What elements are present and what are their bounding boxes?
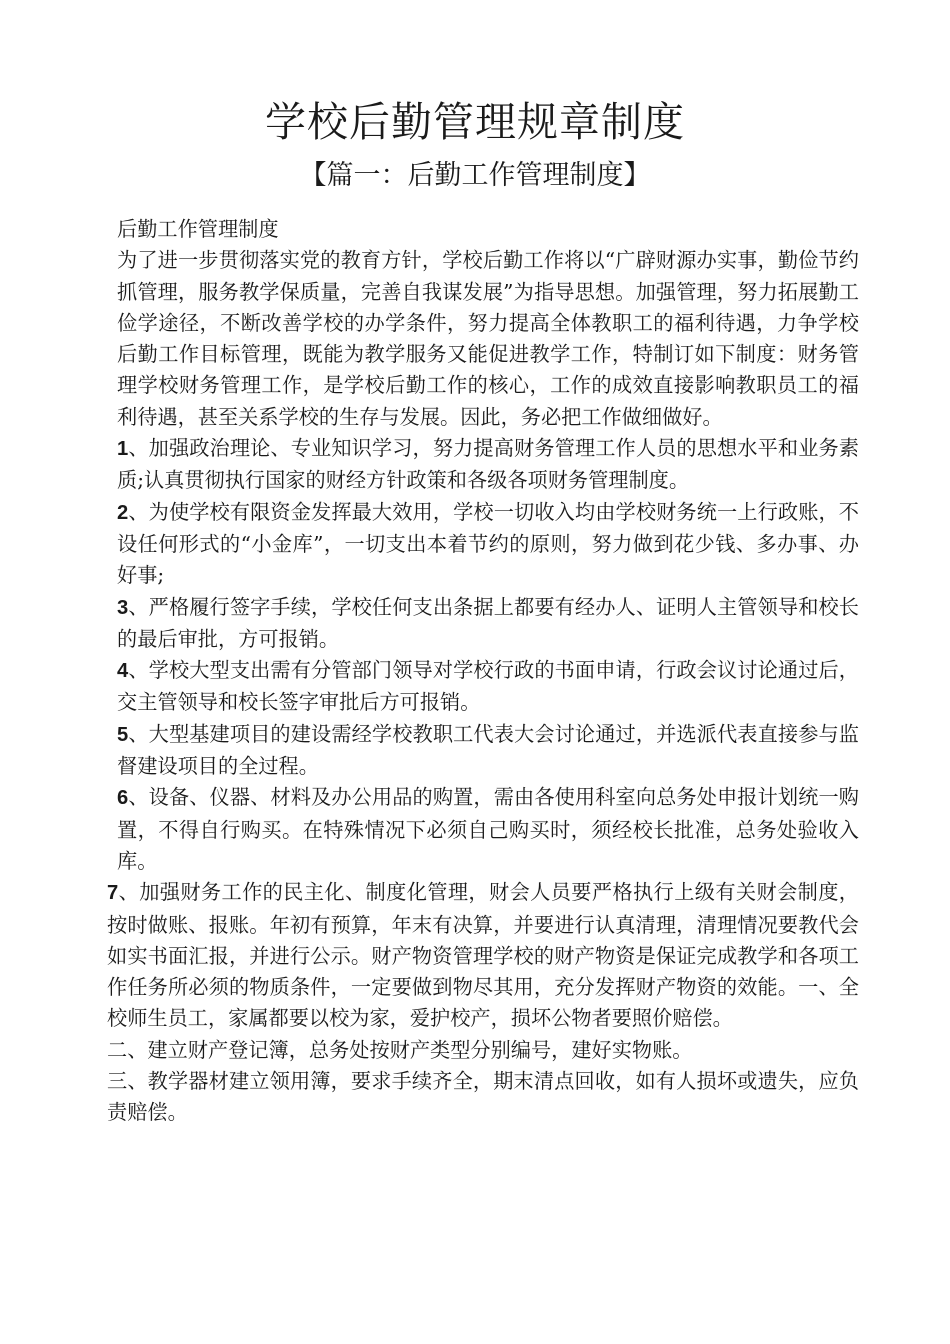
paragraph — [107, 433, 859, 497]
paragraph — [107, 497, 859, 592]
page-title: 学校后勤管理规章制度 — [265, 98, 685, 146]
paragraph — [107, 214, 859, 245]
item-number: 7 — [107, 882, 119, 905]
paragraph-text: 为了进一步贯彻落实党的教育方针，学校后勤工作将以“广辟财源办实事，勤俭节约抓管理，服务教学保质量，完善自我谋发展”为指导思想。加强管理，努力拓展勤工俭学途径，不断改善学校的办学条件，努力提高全体教职工的福利待遇，力争学校后勤工作目标管理，既能为教学服务又能促进教学工作，特制订如下制度：财务管理学校财务管理工作，是学校后勤工作的核心，工作的成效直接影响教职员工的福利待遇，甚至关系学校的生存与发展。因此，务必把工作做细做好。 — [117, 248, 859, 429]
item-number: 6 — [117, 787, 129, 810]
paragraph — [107, 877, 859, 1034]
section-subtitle: 【篇一：后勤工作管理制度】 — [299, 160, 651, 191]
paragraph — [107, 782, 859, 877]
item-number: 5 — [117, 723, 129, 746]
item-number: 4 — [117, 660, 129, 683]
item-number: 2 — [117, 501, 129, 524]
paragraph — [107, 655, 859, 719]
item-number: 3 — [117, 596, 129, 619]
paragraph — [107, 245, 859, 433]
paragraph — [107, 1066, 859, 1129]
item-number: 1 — [117, 438, 129, 461]
paragraph-text: 、大型基建项目的建设需经学校教职工代表大会讨论通过，并选派代表直接参与监督建设项目的全过程。 — [117, 721, 859, 779]
paragraph — [107, 1035, 859, 1066]
paragraph-text: 三、教学器材建立领用簿，要求手续齐全，期末清点回收，如有人损坏或遗失，应负责赔偿。 — [107, 1069, 859, 1125]
paragraph-text: 、为使学校有限资金发挥最大效用，学校一切收入均由学校财务统一上行政账，不设任何形式的“小金库”，一切支出本着节约的原则，努力做到花少钱、多办事、办好事; — [117, 499, 859, 588]
paragraph-text: 、加强财务工作的民主化、制度化管理，财会人员要严格执行上级有关财会制度，按时做账、报账。年初有预算，年末有决算，并要进行认真清理，清理情况要教代会如实书面汇报，并进行公示。财产物资管理学校的财产物资是保证完成教学和各项工作任务所必须的物质条件，一定要做到物尽其用，充分发挥财产物资的效能。一、全校师生员工，家属都要以校为家，爱护校产，损坏公物者要照价赔偿。 — [107, 880, 859, 1031]
document-body — [107, 214, 859, 1129]
paragraph — [107, 592, 859, 656]
paragraph-text: 、设备、仪器、材料及办公用品的购置，需由各使用科室向总务处申报计划统一购置，不得自行购买。在特殊情况下必须自己购买时，须经校长批准，总务处验收入库。 — [117, 785, 859, 873]
paragraph-text: 二、建立财产登记簿，总务处按财产类型分别编号，建好实物账。 — [107, 1037, 693, 1062]
paragraph-text: 后勤工作管理制度 — [117, 217, 279, 241]
paragraph-text: 、学校大型支出需有分管部门领导对学校行政的书面申请，行政会议讨论通过后，交主管领导和校长签字审批后方可报销。 — [117, 658, 859, 715]
paragraph-text: 、加强政治理论、专业知识学习，努力提高财务管理工作人员的思想水平和业务素质;认真贯彻执行国家的财经方针政策和各级各项财务管理制度。 — [117, 436, 859, 493]
paragraph — [107, 719, 859, 783]
paragraph-text: 、严格履行签字手续，学校任何支出条据上都要有经办人、证明人主管领导和校长的最后审批，方可报销。 — [117, 594, 859, 651]
